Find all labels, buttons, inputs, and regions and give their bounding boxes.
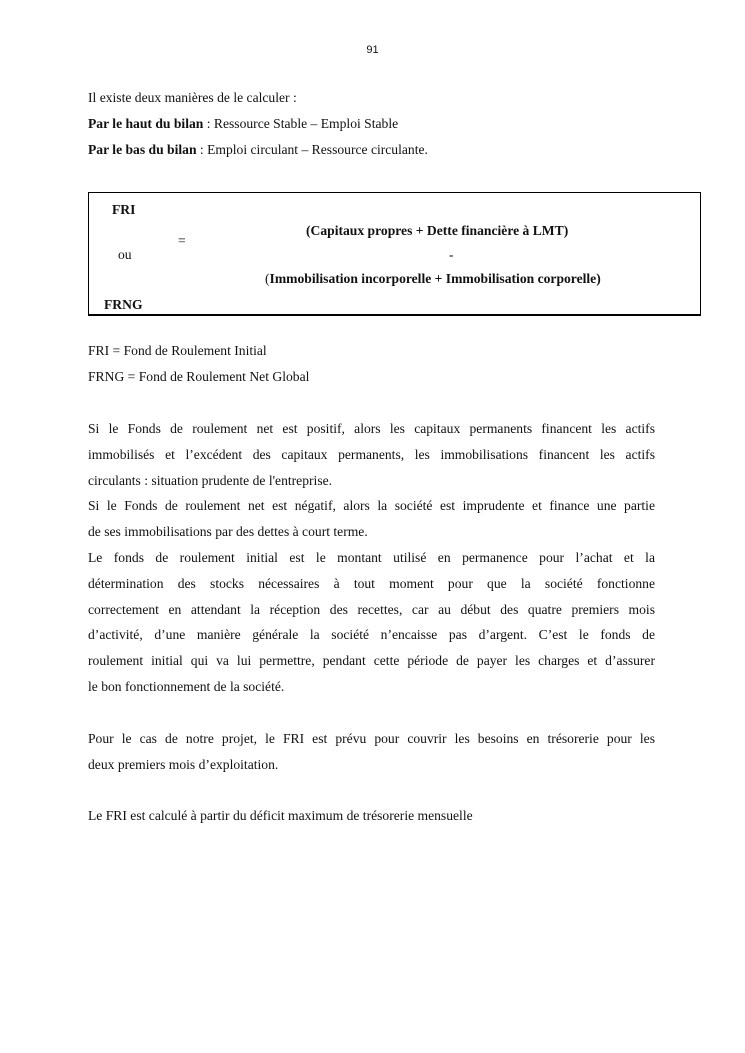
formula-denominator: [265, 271, 601, 287]
paragraph-line: circulants : situation prudente de l'entreprise.: [88, 473, 333, 488]
paren: (: [265, 271, 270, 286]
formula-fri: FRI: [112, 202, 136, 217]
formula-equals: =: [178, 233, 186, 248]
method-top-of-balance: [88, 115, 655, 133]
formula-ou: ou: [118, 247, 132, 262]
paragraph-line: Pour le cas de notre projet, le FRI est prévu pour couvrir les besoins en trésorerie pour les: [88, 731, 655, 746]
method-text: : Emploi circulant – Ressource circulante.: [196, 142, 428, 157]
paragraph-line: de ses immobilisations par des dettes à court terme.: [88, 524, 368, 539]
paragraph-line: le bon fonctionnement de la société.: [88, 679, 285, 694]
paragraph-line: roulement initial qui va lui permettre, pendant cette période de payer les charges et d’assurer: [88, 653, 655, 668]
paragraph-line: Le fonds de roulement initial est le montant utilisé en permanence pour l’achat et la: [88, 550, 655, 565]
definition-frng: FRNG = Fond de Roulement Net Global: [88, 369, 310, 384]
paragraph-line: Si le Fonds de roulement net est négatif, alors la société est imprudente et finance une partie: [88, 498, 655, 513]
formula-minus: -: [449, 247, 454, 262]
method-label: Par le bas du bilan: [88, 142, 197, 157]
method-text: : Ressource Stable – Emploi Stable: [203, 116, 399, 131]
denominator-text: Immobilisation incorporelle + Immobilisation corporelle): [269, 271, 601, 286]
paragraph-line: correctement en attendant la réception des recettes, car au début des quatre premiers mois: [88, 602, 655, 617]
method-label: Par le haut du bilan: [88, 116, 204, 131]
intro-text: Il existe deux manières de le calculer :: [88, 90, 297, 105]
paragraph-line: deux premiers mois d’exploitation.: [88, 757, 279, 772]
formula-numerator: (Capitaux propres + Dette financière à LMT): [306, 223, 569, 238]
paragraph-line: Si le Fonds de roulement net est positif, alors les capitaux permanents financent les actifs: [88, 421, 655, 436]
paragraph-line: immobilisés et l’excédent des capitaux permanents, les immobilisations financent les actifs: [88, 447, 655, 462]
definition-fri: FRI = Fond de Roulement Initial: [88, 343, 267, 358]
formula-frng: FRNG: [104, 297, 143, 312]
paragraph-line: Le FRI est calculé à partir du déficit maximum de trésorerie mensuelle: [88, 808, 473, 823]
method-bottom-of-balance: [88, 141, 655, 159]
page-number: 91: [366, 44, 379, 56]
formula-box: [88, 192, 701, 316]
paragraph-line: d’activité, d’une manière générale la société n’encaisse pas d’argent. C’est le fonds de: [88, 627, 655, 642]
paragraph-line: détermination des stocks nécessaires à tout moment pour que la société fonctionne: [88, 576, 655, 591]
